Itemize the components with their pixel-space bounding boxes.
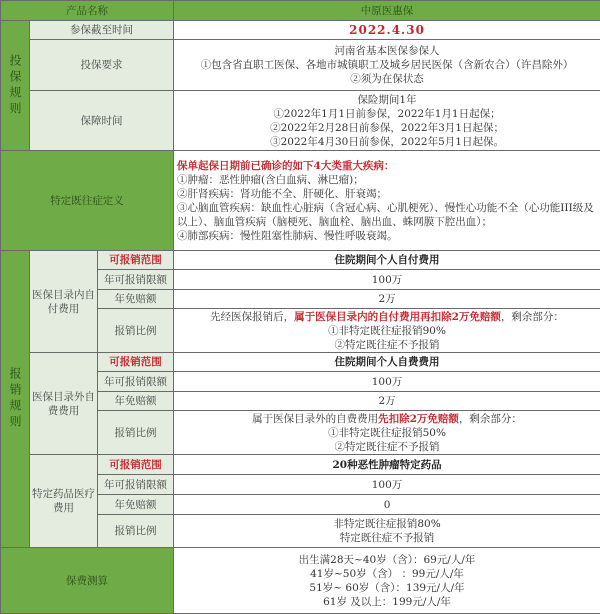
group-label-out-of-catalog: 医保目录外自费费用 [30, 353, 98, 455]
scope-label: 可报销范围 [98, 353, 174, 372]
deductible-value: 0 [174, 495, 600, 515]
deductible-label: 年免赔额 [98, 495, 174, 515]
row-label-deadline: 参保截至时间 [30, 21, 174, 40]
row-label-coverage-period: 保障时间 [30, 91, 174, 151]
limit-label: 年可报销限额 [98, 270, 174, 290]
limit-value: 100万 [174, 475, 600, 495]
limit-label: 年可报销限额 [98, 372, 174, 392]
group-label-special-drugs: 特定药品医疗费用 [30, 455, 98, 548]
section-enrollment-rules: 投保规则 [1, 21, 30, 151]
premium-value: 出生满28天~40岁（含）：69元/人/年 41岁~50岁（含） ：99元/人/年 51岁~ 60岁（含）：139元/人/年 61岁 及以上：199元/人/年 [174, 548, 600, 614]
ratio-value: 属于医保目录外的自费费用先扣除2万免赔额，剩余部分： ①非特定既往症报销50% ②特定既往症不予报销 [174, 411, 600, 455]
limit-value: 100万 [174, 372, 600, 392]
preexisting-definition: 保单起保日期前已确诊的如下4大类重大疾病： ①肿瘤：恶性肿瘤(含白血病、淋巴瘤)； ②肝肾疾病：肾功能不全、肝硬化、肝衰竭； ③心脑血管疾病：缺血性心脏病（含冠心病、心肌梗死）、慢性心功能不全（心功能III级及以上）、脑血管疾病（脑梗死、脑血栓、脑出血、蛛网膜下腔出血）； ④肺部疾病：慢性阻塞性肺病、慢性呼吸衰竭。 [174, 151, 600, 251]
header-product-name-label: 产品名称 [1, 1, 174, 21]
scope-value: 住院期间个人自费费用 [174, 353, 600, 372]
requirements-value: 河南省基本医保参保人 ①包含省直职工医保、各地市城镇职工及城乡居民医保（含新农合）（许昌除外） ②须为在保状态 [174, 40, 600, 91]
deadline-value: 2022.4.30 [174, 21, 600, 40]
limit-label: 年可报销限额 [98, 475, 174, 495]
ratio-value: 先经医保报销后，属于医保目录内的自付费用再扣除2万免赔额，剩余部分： ①非特定既往症报销90% ②特定既往症不予报销 [174, 309, 600, 353]
deductible-label: 年免赔额 [98, 290, 174, 309]
coverage-period-value: 保险期间1年 ①2022年1月1日前参保，2022年1月1日起保； ②2022年2月28日前参保，2022年3月1日起保； ③2022年4月30日前参保，2022年5月1日起保。 [174, 91, 600, 151]
scope-value: 20种恶性肿瘤特定药品 [174, 455, 600, 475]
preexisting-heading: 保单起保日期前已确诊的如下4大类重大疾病： [177, 159, 395, 172]
row-label-requirements: 投保要求 [30, 40, 174, 91]
section-reimbursement-rules: 报销规则 [1, 251, 30, 548]
group-label-in-catalog: 医保目录内自付费用 [30, 251, 98, 353]
deductible-value: 2万 [174, 392, 600, 411]
ratio-value: 非特定既往症报销80% 特定既往症不予报销 [174, 515, 600, 548]
ratio-label: 报销比例 [98, 411, 174, 455]
deductible-value: 2万 [174, 290, 600, 309]
ratio-label: 报销比例 [98, 515, 174, 548]
scope-label: 可报销范围 [98, 251, 174, 270]
deductible-label: 年免赔额 [98, 392, 174, 411]
scope-value: 住院期间个人自付费用 [174, 251, 600, 270]
row-label-premium: 保费测算 [1, 548, 174, 614]
limit-value: 100万 [174, 270, 600, 290]
row-label-preexisting: 特定既往症定义 [1, 151, 174, 251]
header-product-name-value: 中原医惠保 [174, 1, 600, 21]
scope-label: 可报销范围 [98, 455, 174, 475]
ratio-label: 报销比例 [98, 309, 174, 353]
